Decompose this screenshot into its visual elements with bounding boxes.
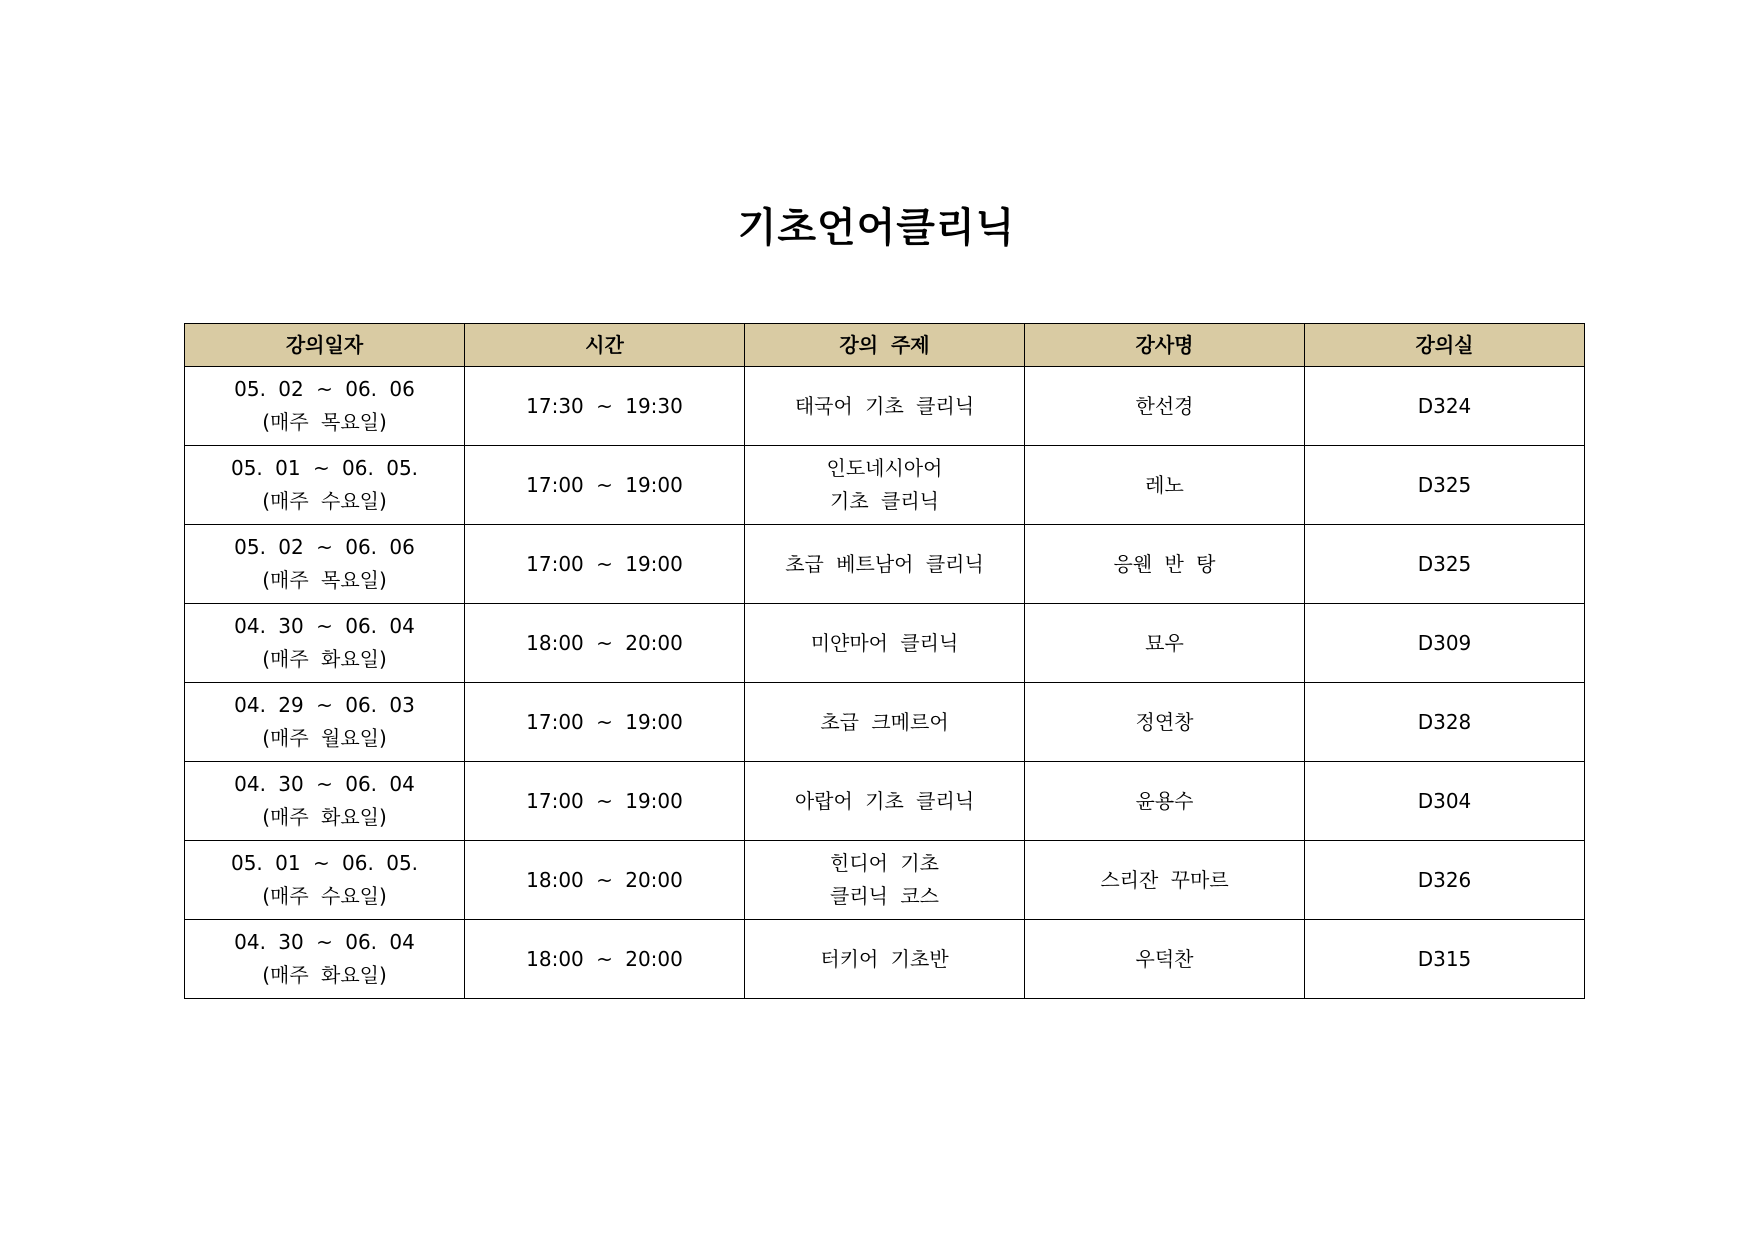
- table-row: [185, 604, 1585, 683]
- table-row: [185, 841, 1585, 920]
- schedule-table: [184, 323, 1585, 999]
- header-room: 강의실: [1305, 324, 1585, 367]
- table-row: [185, 762, 1585, 841]
- cell-date-line: (매주 목요일): [262, 568, 387, 592]
- cell-room-text: D304: [1417, 788, 1472, 813]
- cell-date-line: 04. 29 ~ 06. 03: [234, 693, 415, 717]
- cell-date-line: (매주 화요일): [262, 963, 387, 987]
- cell-instructor: [1025, 683, 1305, 762]
- cell-instructor: [1025, 446, 1305, 525]
- cell-instructor: [1025, 920, 1305, 999]
- cell-time: [465, 525, 745, 604]
- cell-time-text: 18:00 ~ 20:00: [526, 867, 683, 892]
- cell-date-line: 05. 02 ~ 06. 06: [234, 535, 415, 559]
- cell-room-text: D328: [1417, 709, 1472, 734]
- cell-topic: [745, 683, 1025, 762]
- cell-date: [185, 367, 465, 446]
- cell-date: [185, 604, 465, 683]
- cell-date-line: 05. 01 ~ 06. 05.: [230, 456, 419, 480]
- cell-time-text: 17:00 ~ 19:00: [526, 551, 683, 576]
- cell-room: [1305, 446, 1585, 525]
- cell-room-text: D315: [1417, 946, 1472, 971]
- cell-topic-line: 기초 클리닉: [830, 489, 939, 513]
- table-row: [185, 683, 1585, 762]
- cell-date-line: 05. 02 ~ 06. 06: [234, 377, 415, 401]
- cell-room-text: D309: [1417, 630, 1472, 655]
- cell-room-text: D325: [1417, 551, 1472, 576]
- cell-room: [1305, 920, 1585, 999]
- cell-room: [1305, 367, 1585, 446]
- cell-topic-line: 아랍어 기초 클리닉: [794, 788, 975, 813]
- cell-instructor: [1025, 367, 1305, 446]
- cell-instructor: [1025, 604, 1305, 683]
- cell-date-line: (매주 화요일): [262, 647, 387, 671]
- cell-room: [1305, 604, 1585, 683]
- cell-topic: [745, 604, 1025, 683]
- cell-date: [185, 525, 465, 604]
- cell-date: [185, 762, 465, 841]
- cell-topic-line: 인도네시아어: [826, 456, 943, 480]
- cell-time: [465, 683, 745, 762]
- cell-room-text: D326: [1417, 867, 1472, 892]
- header-row: [185, 324, 1585, 367]
- header-topic: 강의 주제: [745, 324, 1025, 367]
- cell-topic: [745, 446, 1025, 525]
- cell-room: [1305, 841, 1585, 920]
- cell-topic-line: 미얀마어 클리닉: [810, 630, 959, 655]
- cell-instructor-text: 우덕찬: [1135, 946, 1194, 971]
- cell-time: [465, 920, 745, 999]
- table-row: [185, 920, 1585, 999]
- cell-date: [185, 446, 465, 525]
- cell-time-text: 17:30 ~ 19:30: [526, 393, 683, 418]
- cell-date: [185, 683, 465, 762]
- cell-instructor-text: 스리잔 꾸마르: [1100, 867, 1229, 892]
- cell-room: [1305, 525, 1585, 604]
- cell-topic-line: 초급 크메르어: [820, 709, 949, 734]
- cell-date-line: 05. 01 ~ 06. 05.: [230, 851, 419, 875]
- cell-date-line: (매주 화요일): [262, 805, 387, 829]
- cell-instructor-text: 묘우: [1145, 630, 1184, 655]
- table-row: [185, 446, 1585, 525]
- table-row: [185, 525, 1585, 604]
- cell-time: [465, 446, 745, 525]
- cell-instructor: [1025, 762, 1305, 841]
- cell-instructor-text: 응웬 반 탕: [1113, 551, 1216, 576]
- cell-instructor: [1025, 841, 1305, 920]
- cell-room: [1305, 683, 1585, 762]
- cell-instructor-text: 정연창: [1135, 709, 1194, 734]
- cell-instructor: [1025, 525, 1305, 604]
- table-header: [185, 324, 1585, 367]
- cell-instructor-text: 레노: [1145, 472, 1184, 497]
- cell-room-text: D325: [1417, 472, 1472, 497]
- cell-time: [465, 604, 745, 683]
- cell-topic: [745, 525, 1025, 604]
- cell-topic: [745, 920, 1025, 999]
- header-instructor: 강사명: [1025, 324, 1305, 367]
- cell-date: [185, 841, 465, 920]
- cell-instructor-text: 한선경: [1135, 393, 1194, 418]
- cell-topic-line: 힌디어 기초: [830, 851, 939, 875]
- cell-date-line: 04. 30 ~ 06. 04: [234, 772, 415, 796]
- cell-topic-line: 태국어 기초 클리닉: [794, 393, 975, 418]
- cell-instructor-text: 윤용수: [1135, 788, 1194, 813]
- cell-topic: [745, 762, 1025, 841]
- cell-time-text: 18:00 ~ 20:00: [526, 946, 683, 971]
- cell-time: [465, 367, 745, 446]
- cell-time-text: 17:00 ~ 19:00: [526, 788, 683, 813]
- cell-topic-line: 클리닉 코스: [830, 884, 939, 908]
- cell-date: [185, 920, 465, 999]
- cell-time-text: 17:00 ~ 19:00: [526, 709, 683, 734]
- cell-topic-line: 터키어 기초반: [820, 946, 949, 971]
- cell-date-line: 04. 30 ~ 06. 04: [234, 614, 415, 638]
- cell-topic: [745, 367, 1025, 446]
- document-title: 기초언어클리닉: [737, 205, 1016, 251]
- cell-topic: [745, 841, 1025, 920]
- cell-room: [1305, 762, 1585, 841]
- cell-time: [465, 762, 745, 841]
- cell-topic-line: 초급 베트남어 클리닉: [785, 551, 984, 576]
- table-body: [185, 367, 1585, 999]
- cell-date-line: (매주 월요일): [262, 726, 387, 750]
- cell-date-line: (매주 수요일): [262, 489, 387, 513]
- cell-date-line: 04. 30 ~ 06. 04: [234, 930, 415, 954]
- cell-date-line: (매주 목요일): [262, 410, 387, 434]
- cell-time-text: 17:00 ~ 19:00: [526, 472, 683, 497]
- header-time: 시간: [465, 324, 745, 367]
- cell-room-text: D324: [1417, 393, 1472, 418]
- table-row: [185, 367, 1585, 446]
- cell-time: [465, 841, 745, 920]
- header-date: 강의일자: [185, 324, 465, 367]
- cell-time-text: 18:00 ~ 20:00: [526, 630, 683, 655]
- cell-date-line: (매주 수요일): [262, 884, 387, 908]
